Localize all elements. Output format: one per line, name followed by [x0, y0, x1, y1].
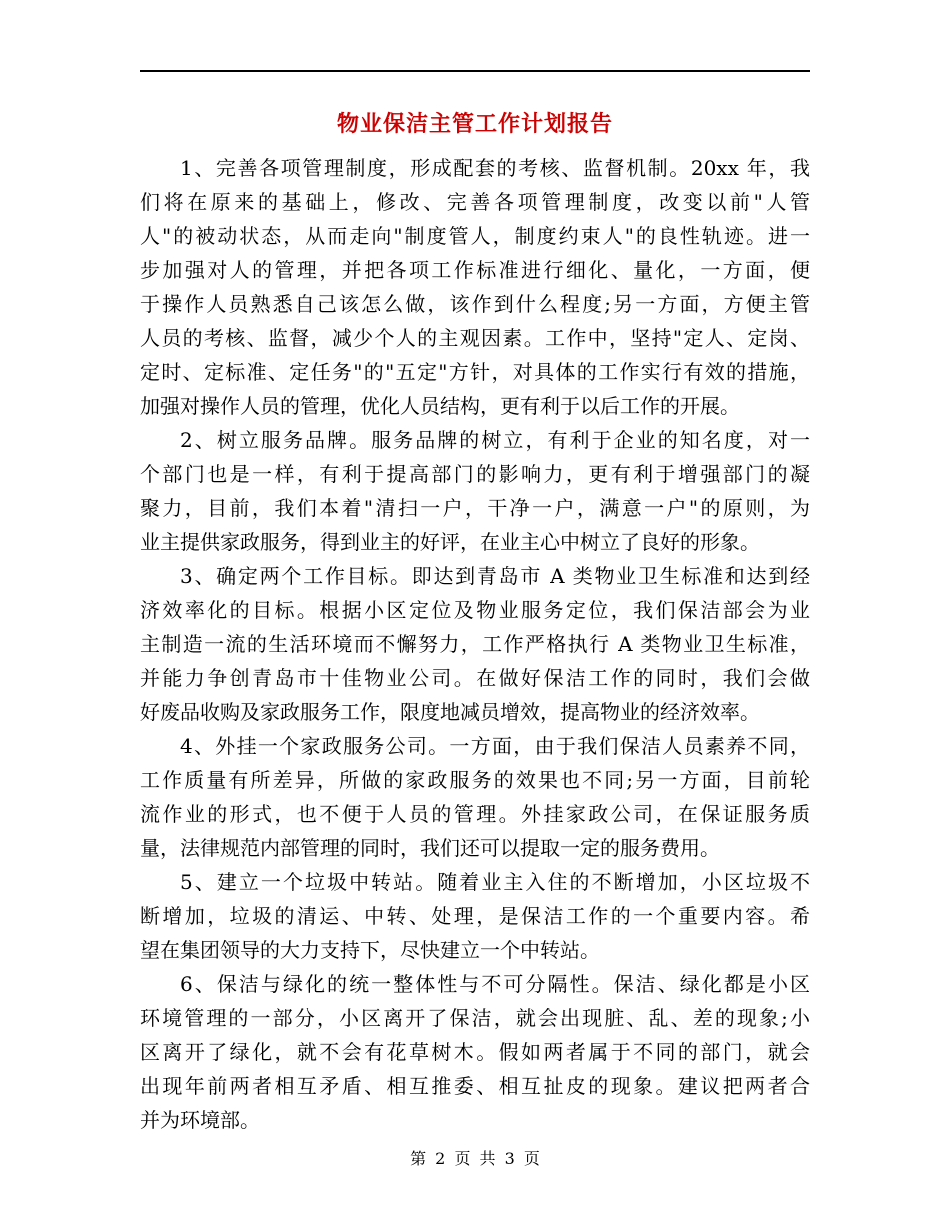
paragraph-line: 加强对操作人员的管理，优化人员结构，更有利于以后工作的开展。: [140, 394, 740, 418]
paragraph-line: 量，法律规范内部管理的同时，我们还可以提取一定的服务费用。: [140, 836, 720, 860]
paragraph-line: 聚力，目前，我们本着"清扫一户，干净一户，满意一户"的原则，为: [140, 496, 810, 520]
paragraph-line: 主制造一流的生活环境而不懈努力，工作严格执行 A 类物业卫生标准，: [140, 632, 810, 656]
paragraph: [140, 559, 810, 729]
paragraph-line: 业主提供家政服务，得到业主的好评，在业主心中树立了良好的形象。: [140, 530, 760, 554]
paragraph-line: 于操作人员熟悉自己该怎么做，该作到什么程度;另一方面，方便主管: [140, 292, 810, 316]
paragraph-line: 人员的考核、监督，减少个人的主观因素。工作中，坚持"定人、定岗、: [140, 326, 810, 350]
paragraph-line: 工作质量有所差异，所做的家政服务的效果也不同;另一方面，目前轮: [140, 768, 810, 792]
paragraph-line: 定时、定标准、定任务"的"五定"方针，对具体的工作实行有效的措施，: [140, 360, 810, 384]
paragraph-line: 4、外挂一个家政服务公司。一方面，由于我们保洁人员素养不同，: [180, 734, 810, 758]
paragraph-line: 出现年前两者相互矛盾、相互推委、相互扯皮的现象。建议把两者合: [140, 1074, 810, 1098]
paragraph-line: 步加强对人的管理，并把各项工作标准进行细化、量化，一方面，便: [140, 258, 810, 282]
paragraph-line: 人"的被动状态，从而走向"制度管人，制度约束人"的良性轨迹。进一: [140, 224, 810, 248]
paragraph: [140, 729, 810, 865]
paragraph: [140, 423, 810, 559]
paragraph-line: 并为环境部。: [140, 1108, 260, 1132]
paragraph-line: 望在集团领导的大力支持下，尽快建立一个中转站。: [140, 938, 600, 962]
document-title: 物业保洁主管工作计划报告: [336, 111, 613, 137]
paragraph-line: 2、树立服务品牌。服务品牌的树立，有利于企业的知名度，对一: [180, 428, 810, 452]
paragraph-line: 6、保洁与绿化的统一整体性与不可分隔性。保洁、绿化都是小区: [180, 972, 810, 996]
paragraph: [140, 865, 810, 967]
paragraph-line: 区离开了绿化，就不会有花草树木。假如两者属于不同的部门，就会: [140, 1040, 810, 1064]
paragraph-line: 5、建立一个垃圾中转站。随着业主入住的不断增加，小区垃圾不: [180, 870, 810, 894]
paragraph-line: 好废品收购及家政服务工作，限度地减员增效，提高物业的经济效率。: [140, 700, 760, 724]
document-body: [140, 151, 810, 1137]
paragraph-line: 济效率化的目标。根据小区定位及物业服务定位，我们保洁部会为业: [140, 598, 810, 622]
paragraph-line: 断增加，垃圾的清运、中转、处理，是保洁工作的一个重要内容。希: [140, 904, 810, 928]
paragraph-line: 1、完善各项管理制度，形成配套的考核、监督机制。20xx 年，我: [180, 156, 810, 180]
paragraph-line: 并能力争创青岛市十佳物业公司。在做好保洁工作的同时，我们会做: [140, 666, 810, 690]
paragraph-line: 3、确定两个工作目标。即达到青岛市 A 类物业卫生标准和达到经: [180, 564, 810, 588]
paragraph-line: 个部门也是一样，有利于提高部门的影响力，更有利于增强部门的凝: [140, 462, 810, 486]
paragraph-line: 环境管理的一部分，小区离开了保洁，就会出现脏、乱、差的现象;小: [140, 1006, 810, 1030]
paragraph: [140, 151, 810, 423]
paragraph: [140, 967, 810, 1137]
paragraph-line: 们将在原来的基础上，修改、完善各项管理制度，改变以前"人管: [140, 190, 810, 214]
header-rule: [140, 70, 810, 72]
page-footer: 第 2 页 共 3 页: [410, 1149, 540, 1168]
paragraph-line: 流作业的形式，也不便于人员的管理。外挂家政公司，在保证服务质: [140, 802, 810, 826]
